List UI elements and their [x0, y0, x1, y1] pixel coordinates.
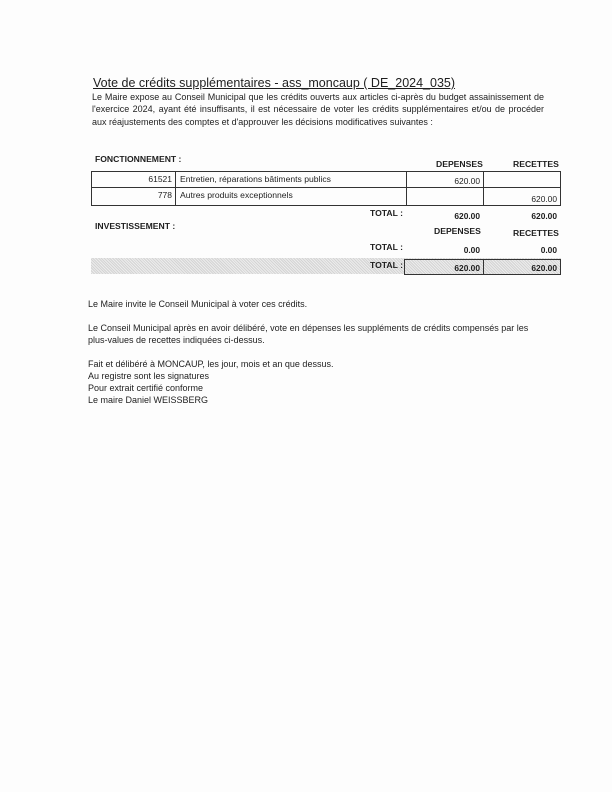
row-label: Entretien, réparations bâtiments publics — [180, 174, 331, 184]
row-label: Autres produits exceptionnels — [180, 190, 293, 200]
maire-signature-line: Le maire Daniel WEISSBERG — [88, 395, 209, 405]
fait-line: Fait et délibéré à MONCAUP, les jour, mois et an que dessus. — [88, 359, 334, 369]
investissement-total-label: TOTAL : — [370, 242, 403, 252]
grand-total-recettes: 620.00 — [531, 263, 557, 273]
fonctionnement-heading: FONCTIONNEMENT : — [95, 154, 182, 164]
fonctionnement-recettes-header: RECETTES — [513, 159, 559, 169]
investissement-depenses-header: DEPENSES — [434, 226, 481, 236]
document-title: Vote de crédits supplémentaires - ass_moncaup ( DE_2024_035) — [93, 76, 456, 90]
extrait-line: Pour extrait certifié conforme — [88, 383, 204, 393]
vote-paragraph: Le Conseil Municipal après en avoir délibéré, vote en dépenses les suppléments de crédits compensés par les plus-values de recettes indiquées ci-dessus. — [88, 323, 529, 346]
registre-line: Au registre sont les signatures — [88, 371, 210, 381]
row-depenses: 620.00 — [454, 176, 480, 186]
row-code: 778 — [157, 190, 172, 200]
investissement-total-recettes: 0.00 — [540, 245, 557, 255]
investissement-total-depenses: 0.00 — [463, 245, 480, 255]
grand-total-label: TOTAL : — [370, 260, 403, 270]
table-cell — [483, 171, 561, 188]
fonctionnement-depenses-header: DEPENSES — [436, 159, 483, 169]
investissement-recettes-header: RECETTES — [513, 228, 559, 238]
fonctionnement-total-recettes: 620.00 — [531, 211, 557, 221]
table-cell — [406, 187, 484, 206]
investissement-heading: INVESTISSEMENT : — [95, 221, 176, 231]
grand-total-depenses: 620.00 — [454, 263, 480, 273]
fonctionnement-total-label: TOTAL : — [370, 208, 403, 218]
invite-paragraph: Le Maire invite le Conseil Municipal à voter ces crédits. — [88, 299, 308, 309]
intro-paragraph: Le Maire expose au Conseil Municipal que les crédits ouverts aux articles ci-après du budget assainissement de l'exercice 2024, ayant été insuffisants, il est nécessaire de voter les crédits supplémentaires et/ou de procéder aux réajustements des comptes et d'approuver les décisions modificatives suivantes : — [92, 92, 544, 127]
fonctionnement-total-depenses: 620.00 — [454, 211, 480, 221]
row-recettes: 620.00 — [531, 194, 557, 204]
row-code: 61521 — [148, 174, 172, 184]
